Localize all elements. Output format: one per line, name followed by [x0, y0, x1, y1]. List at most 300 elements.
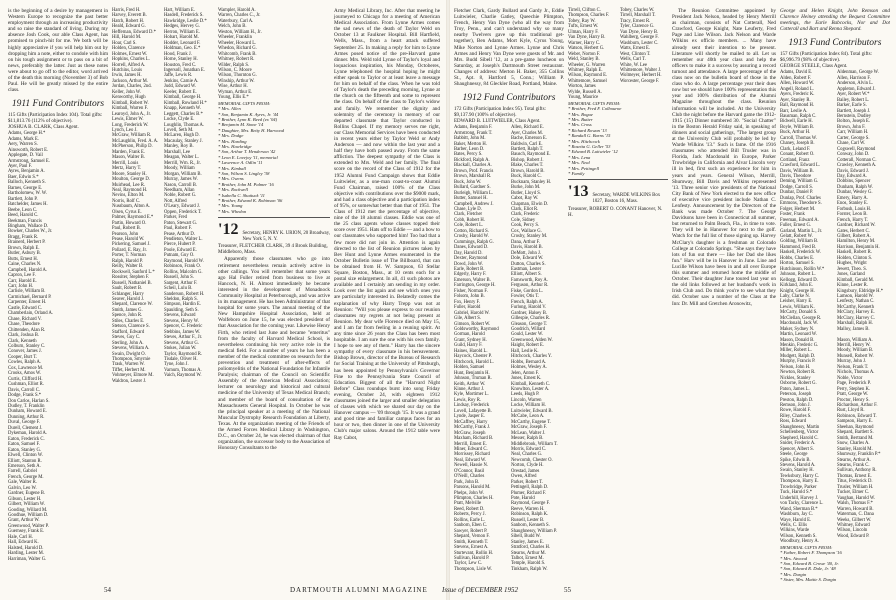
list-item: O'Leary, Edward J. [164, 204, 200, 210]
list-item: Murray, James W. [164, 177, 198, 183]
list-item: Tiffet, Herbert M. [112, 367, 146, 373]
list-item: Osborne, Robert G. [780, 381, 817, 387]
list-item: Elliott, Stanton R. [8, 458, 42, 464]
list-item: Nussbaum, Alton A. [112, 204, 151, 210]
list-item: * Daughter, Mrs. Betty H. Harwood [218, 127, 285, 133]
list-item: Bowker, Charles W., Jr. [8, 229, 53, 235]
memorial-heading: MEMORIAL GIFTS FROM: [780, 544, 833, 550]
list-item: Bingham, Wallace D. [8, 224, 49, 230]
list-item: Pickering, Samuel J. [112, 242, 151, 248]
list-item: Chaney, Joseph B. [780, 141, 815, 147]
list-item: Parsons, Harold M. [454, 485, 491, 491]
list-item: Phelps, John W. [454, 490, 484, 496]
list-item: Raymond, Harold W. [164, 258, 204, 264]
list-item: McClary, Harvey C. [837, 315, 875, 321]
list-item: Schellenberg, Victor [780, 430, 819, 436]
list-item: Hughes, Wright [837, 261, 867, 267]
list-item: Gile, Albert S. [454, 316, 482, 322]
list-item: Morrissey, Richard [454, 452, 490, 458]
list-item: Muirhead, Lee R. [112, 182, 146, 188]
list-item: Lynch, Leo J. [112, 127, 138, 133]
list-item: * Brother, Fred F. Colbourne [568, 106, 622, 112]
list-item: Locke, Clyde E. [164, 117, 195, 123]
list-item: Rollins, Earle L. [454, 517, 485, 523]
list-item: Mason, Walter B. [112, 155, 145, 161]
list-item: Lewis, Roy R. [454, 397, 482, 403]
list-item: Young, Maurice [568, 95, 599, 101]
list-item: Freeman, Edward A. [780, 217, 819, 223]
list-item: Whittemore, Samuel [568, 78, 607, 84]
list-item: Pettingell, Ralph D. [511, 485, 549, 491]
list-item: Cook, Percy S. [511, 223, 540, 229]
list-item: Cotton, Richard S. [454, 228, 489, 234]
list-item: * Mrs. Butter [568, 116, 593, 122]
list-item: Morgan, William B. [164, 171, 202, 177]
list-item: Beed, Harold C. [8, 213, 39, 219]
list-item: Barr, Leslie A. [780, 108, 808, 114]
list-item: Robinson, Ralph K. [511, 512, 549, 518]
list-item: McLaren, Hugh D. [164, 133, 200, 139]
list-item: Farnsworth, Roy A. [511, 277, 548, 283]
list-item: Gooding, Willard M. [8, 507, 48, 513]
list-item: Pote, Harold [511, 496, 535, 502]
list-item: Gardner, Richard W. [837, 223, 876, 229]
list-item: Hall, Edward K. [8, 540, 39, 546]
list-item: Emmons, Theodore S. [780, 201, 822, 207]
list-item: Jewett, Theo. S. [837, 266, 867, 272]
list-item: Moody, William [164, 166, 195, 172]
list-item: Hasdell, Frederick S. [164, 13, 204, 19]
list-item: Dole, Edward W. [511, 256, 544, 262]
list-item: Harvey, Everett B. [112, 13, 147, 19]
list-item: Barber, Leon D. [454, 147, 485, 153]
list-item: Holden, Clinton S. [837, 255, 873, 261]
list-item: Partin, Howard O. [112, 220, 147, 226]
list-item: Boyle, William B. [780, 124, 815, 130]
list-item: Aldenman, George W. [837, 70, 879, 76]
list-item: Dunning, Arthur R. [8, 414, 45, 420]
list-item: Rowe, Harold F. [780, 408, 811, 414]
list-item: Moulton, George D. [112, 177, 150, 183]
list-item: Thompson, Smyrnie [112, 357, 151, 362]
list-item: Wilson, Thornton G. [218, 73, 257, 79]
list-item: Leisher, Harry E. [780, 299, 813, 305]
list-item: Bishop, Robert J. [511, 157, 544, 163]
list-item: Wand, Sherman B.* [780, 506, 818, 512]
list-item: Hobbs, Bernard A. [511, 359, 547, 365]
list-item: Dunham, Howard E. [8, 409, 47, 415]
list-item: Nickles, Stanley [780, 375, 811, 381]
list-item: Alden, Robert F. [780, 75, 812, 81]
list-item: Trowbridge, Parker [780, 484, 817, 490]
class-notes-12-part2: Army Medical Library, Inc. After that meeting he journeyed to Chicago for a meeting of American Medical Association. From Lynne Armes comes the sad news of the death of Taylor Weld on October 13 at Faulkner Hospital. Bill Hartfield, Wells, Mass., from a heart attack suffered September 25. In making a reply for him to Lynne Armes posed notice of the pre-Harvard game dinner. Mrs. Weld told Lynne of Taylor's loyal and loquacious inspiration, his Monday, Octoberes, Lynne telephoned the hospital hoping he might either speak to Taylor or at least leave a message for him on behalf of the class. When he was told of Taylor's death the preceding morning, Lynne at the church on the fifteenth and some to represent the class. On behalf of the class to Taylor's widow and family. We remember the dignity and solemnity of the ceremony in memory of our departed classmate that Taylor conducted in Rollins Chapel. If my memory serves me right, our Class Memorial Services have been conducted in recent years either by Taylor Weld or Andy Anderson — and now within the last year and a half they have both passed away. From the same affliction. The deepest sympathy of the Class is extended to Mrs. Weld and her family. The final score on the record of the Class of 1912 for the 1952 Alumni Fund Campaign shows that Eddie Luitwieler, as a one-man coast-to-coast Alumni Fund Chairman, raised 100% of the Class objective with contributions over the $9000 mark, and had a class objective and a participation index of 95%, or somewhat better than that of 1951. The Class of 1912 met the percentage of objective, nine of the 18 alumni classes. Eddie was one of the 25 class agents whose classes topped their score over 1951. Hats off to Eddie — and a bow to our classmates who supported him! Too bad that a few more did not join in. Attention is again directed to the list of Reunion pictures taken by Bev Hunt and Lynne Armes enumerated in the October Bulletin issue of The Billboard, that can be obtained from H. W. Sampson, 63 Stellar Square, Boston, Mass., at 10 cents each for a postal size enlargement. In all, 41 such photos are available and I certainly am sending in my order. Look over the list again and see which ones you are particularly interested in. Belatedly comes the explanation of why Harry Trepp was not at Reunion: "Will you please express to our reunion classmates my regrets at not being present at Reunion. My dear wife Florence died on May 15, and I am far from feeling in a reuning spirit. At any time since 26 years the Class has been most hospitable. I am sure the one with his own family. I hope to see any of them." Harry has the sincere sympathy of every classmate in his bereavement. Bishop Brown, director of the Bureau of Research for Social Training at the University of Pittsburgh, has been appointed by Pennsylvania's Governor Fine to the Pennsylvania State Council of Education. Biggest of all the "Harvard Night Before" Class roundups burst into song Friday evening, October 24, with eighteen 1912 classmates joined the larger and smaller delegation of classes with which we shared our day on the Hanover campus — '09 through '15. It was a grand and good time and familiar campus faces for an hour or two, then dinner in one of the University Club's major salons. Around the 1912 table were Ray Cabot, [334, 8, 440, 441]
list-item: Forbush, Louis H. [837, 206, 872, 212]
list-item: Kirkland, John E. [780, 283, 814, 289]
list-item: Danes, Edward D. [454, 245, 489, 251]
list-item: Tobey, Ray W. [568, 18, 596, 24]
list-item: Talbot, Ernest M. [511, 556, 544, 562]
list-item: Lincoln, Warren [511, 397, 542, 403]
list-item: Tyler, Clarence G. [620, 24, 655, 30]
list-item: Worton, James [568, 84, 596, 90]
list-item: Gabriel, Harold W. [454, 310, 490, 316]
list-item: Ainsworth, Robert E. [8, 147, 49, 153]
list-item: Day, Edward A. [837, 173, 867, 179]
list-item: O'Neill, Charles [454, 474, 485, 480]
list-item: Aery, Warren S. [8, 142, 38, 148]
list-item: Allen, Richard E. [511, 125, 544, 131]
list-item: Whitney, Edward [837, 522, 870, 528]
list-item: Macaulay, Stanley J. [164, 138, 203, 144]
list-item: Shaughnessy, Martin [780, 424, 820, 430]
list-item: Plumer, Richard F. [511, 490, 547, 496]
class-agent-1911: JOSHUA B. CLARK, Class Agent. [8, 125, 79, 131]
list-item: Bragg, Frank R. [8, 234, 39, 240]
list-item: Steves, Arthur F., Jr. [164, 335, 203, 341]
list-item: Haycock, Chester P. [454, 354, 492, 360]
list-item: Shaughnessy, William P. [511, 528, 558, 534]
list-item: Sanborn, Eben C. [454, 523, 488, 529]
list-item: Holmes, Wesley A. [511, 365, 547, 371]
list-item: Hale, Carl H. [8, 534, 33, 540]
list-item: Mertz, Harry T. [112, 166, 142, 172]
list-item: * Brother, Edward K. Robinson '06 [218, 198, 283, 204]
list-item: Wyman, Arthur E. [218, 89, 253, 95]
list-item: Heald, Edward G. [112, 24, 146, 30]
list-item: Sanderson, Robert H. [164, 291, 205, 297]
list-item: Clark, Fletcher [454, 212, 483, 218]
list-item: Elliott, Albert S. [511, 272, 542, 278]
list-item: Pease, Harold W. [112, 237, 145, 243]
list-item: Plimpton, Charles H. [454, 496, 494, 502]
list-item: Campbell, Harold A. [8, 267, 48, 273]
list-item: * Rosetta G. Geller '53 [568, 143, 611, 149]
class-notes-13: The Reunion Committee appointed by President Jack Nelson, headed by Henry Merrill as chairman, consists of Nat Cotterall, Ned Crawford, George Knight, Nate Leuferty, Fred Page and Line Wilson. Jack Nelson and Warde Wilkins ex officio members. ... Many have already sent their intention to be present. Literature will shortly be mailed to all. Let us remember our 40th year class and help the officers to make it a success by assuring a record turnout and attendance. A large percentage of the class now on the bulletin board of those in the class who do. A large percentage year their dues now but we should have 100% representation this year and 100% distribution of the Alumni Magazine throughout the class. Reunion information will be included. At the University Club the night before the Harvard game the 1912-1915 (15) Dinner numbered 30. "Social Chatter" in the Boston Herald Friday said, in speaking of dinners and social gatherings, "The largest group at the University Club will probably be led by Warde Wilkins '13." Such is fame. Of the 1916 classmates who attended Bill Trusler was in Florida, Jack Macdonald in Europe, Parker Trowbridge in California and Alvar Lincoln very ill in bed, first such an experience for him in years and years. General Wilson, Merrill, Shumway, Bill Davis and Wilkins represented '13. Three senior vice presidents of the National City Bank of New York elected to the new office of executive vice president include Nathan C. Lenfesty. Announcement by the Directors of the Bank was made October 7. The George Davidsons have been in Connecticut all summer, but returned to Palm Beach, Fla., in time to vote. They will be in Hanover for next to the golf. Watch for the full list of those signing up. Harvey McClary's daughter is a freshman at Colorado College at Colorado Springs. "She says they have lots of fun out there — like her Dad she likes fun." Harv will be in Hanover in June. Line and Lucille Wilson have been in and all over Europe this summer and returned home the middle of October. Their daughter June toured last year on the old links followed at her husband's work in Irish Club and. Do think you're to see what they did. October saw a number of the Class at the Inn: Dr. Mill and Gretchen Aronowitz, [672, 8, 776, 307]
list-item: Stratford, Charles H. [511, 545, 551, 551]
secretary-13: Secretary, WARDE WILKINS Box 1027, Boston 16, Mass. [592, 193, 661, 204]
list-item: Hobbs, Charles E. [780, 255, 815, 261]
list-item: Emerson, Walter B. [454, 277, 491, 283]
list-item: Ayer, Stanley R. [780, 97, 811, 103]
list-item: Hood, Frank J. [164, 51, 192, 57]
list-item: Dykeman, Harold A. [8, 431, 48, 437]
list-item: Stearns, Frank C. [837, 463, 870, 468]
list-item: Ferguson, Arthur R. [511, 283, 549, 289]
list-item: Weston, William H., Jr. [218, 29, 262, 35]
list-item: Page, Frederick P. [837, 381, 871, 387]
list-item: Stevens, Edward [164, 313, 196, 319]
list-item: Greenwood, Alden W. [511, 337, 553, 343]
list-item: Furlong, Harold V. [511, 305, 547, 311]
list-item: Wylde, Russell A. [568, 89, 602, 95]
list-item: McCarty, Donald S. [780, 310, 818, 316]
list-item: Bidwell, Earle H. [780, 119, 813, 125]
list-item: McLean, Walter J. [511, 430, 546, 436]
list-item: Stetson, Clarence S. [112, 324, 150, 330]
list-item: * Lawrence A. Odlin '11 [218, 160, 263, 166]
list-item: Maker, Sydney N. [780, 326, 815, 332]
list-item: Marshall, Lee [164, 149, 191, 155]
class-heading-12 [218, 222, 330, 242]
list-item: Pease, Arthur D. [164, 231, 195, 237]
list-item: Wise, Arthur H. [218, 84, 248, 90]
list-item: Caine, Charles N. [8, 262, 42, 268]
names-list-1912-c [568, 8, 668, 84]
list-item: Adams, Mark E. [8, 136, 39, 142]
list-item: Stearns, Arthur A. [837, 457, 871, 463]
list-item: Neal, Edward W. [454, 457, 487, 463]
list-item: Wampler, Harold A. [218, 8, 256, 13]
list-item: Judd, Edward W. [164, 84, 197, 90]
list-item: Stiles, Charles E. [112, 318, 145, 324]
list-item: Clark, Eliot R. [511, 207, 539, 213]
list-item: Chittenden, Alan R. [8, 327, 46, 333]
list-item: Cobb, Robert H. [454, 217, 485, 223]
list-item: Sargent, Arthur F. [164, 280, 198, 286]
list-item: * Mrs. Rockwell [218, 187, 248, 193]
list-item: Allen, Howard W. [780, 81, 815, 87]
list-item: Kellogg, Edward D. [780, 277, 818, 283]
list-item: * Mrs. Kimball [218, 165, 246, 171]
list-item: Fowler, Otis T. [511, 294, 540, 300]
list-item: Pierce, Hubert P. [164, 242, 196, 248]
list-item: French, Ralph A. [511, 299, 544, 305]
list-item: Bickford, Ralph A. [454, 157, 490, 163]
list-item: Dudley, T. Franklin [8, 403, 45, 409]
list-item: Wilson, Kenneth S. [780, 533, 817, 539]
list-item: Folger, Herbert M. [780, 206, 816, 212]
list-item: Noble, Victor [837, 375, 863, 381]
list-item: * Family [568, 170, 585, 176]
list-item: Dodge, Frank S.* [8, 393, 42, 399]
names-list-1912-a [454, 125, 564, 354]
class-heading-13 [568, 184, 668, 204]
names-list-1911-a [8, 131, 108, 562]
list-item: Taylor, Lew C. [454, 561, 483, 567]
list-item: Barnes, George E. [8, 185, 43, 191]
list-item: Ayres, Benjamin A. [8, 169, 45, 175]
list-item: Baldwin, Carl E. [511, 141, 543, 147]
left-column-4 [334, 8, 440, 568]
list-item: Spencer, Albert S. [780, 446, 814, 452]
list-item: Chase, Carl W. [837, 141, 866, 147]
list-item: Weld, Stanley B. [568, 57, 600, 63]
list-item: Winship, Arthur W. [218, 78, 255, 84]
list-item: Keeler, Robert E. [164, 89, 197, 95]
list-item: Fisher, Norman F. [454, 288, 488, 294]
list-item: Murphy, Francis P. [780, 359, 816, 365]
list-item: McCabe, Leon A. [511, 414, 545, 420]
list-item: Haines, Harold L. [454, 348, 488, 354]
list-item: Bartlett, John P. [8, 196, 38, 202]
list-item: Kinne, Lester R. [837, 283, 868, 289]
list-item: * Mrs. Allen [218, 106, 241, 112]
list-item: Morris, Edward C. [511, 446, 547, 452]
list-item: Kimball, Gerald M. [837, 277, 874, 283]
list-item: Hall, Leslie K. [511, 348, 539, 354]
list-item: Eaton, Stanley G. [8, 447, 42, 453]
list-item: Nason, Carroll B. [164, 182, 198, 188]
list-item: Murray, John J. [837, 359, 867, 365]
list-item: Appleton, Edward J. [837, 86, 876, 92]
list-item: Rockwell, Sanford L.* [112, 269, 155, 275]
treasurer-13: Treasurer, ROBERT O. CONANT Hanover, N. H. [568, 206, 663, 218]
list-item: Johnson, Truman R. [454, 376, 492, 382]
list-item: Hamilton, Henry M. [837, 239, 876, 245]
list-item: French, Harry T. [837, 217, 869, 223]
list-item: Greenwood, Walter P. [8, 523, 49, 529]
list-item: Carr, John H. [8, 284, 34, 289]
list-item: Horne, Stanley H. [164, 57, 198, 63]
list-item: Reilly, Walter B. [112, 264, 144, 270]
list-item: Robinson, Frank O. [164, 264, 201, 270]
list-item: Harrison, Benjamin H. [837, 244, 880, 250]
list-item: Goodrich, Willard [511, 326, 546, 332]
right-column-1 [454, 8, 564, 572]
list-item: Needham, Allan [164, 187, 195, 193]
list-item: Carr, William H. [837, 130, 869, 136]
list-item: Merrill, Louis [112, 160, 139, 166]
list-item: * Mrs. Durgin [780, 571, 807, 577]
list-item: Wood, Edward P. [837, 533, 870, 539]
list-item: Roberts, Percy J. [454, 512, 486, 518]
list-item: * Sister, Mrs. Mattie S. Durgin [780, 577, 837, 583]
list-item: Stafford, Edward [112, 329, 145, 335]
list-item: Holdman, Geo. E.* [164, 46, 201, 52]
list-item: Anderson, Alvin L. [837, 81, 874, 87]
list-item: Tirrell, Marshall T. [620, 13, 656, 19]
list-item: Elwell, Clinton W. [8, 453, 43, 459]
list-item: Mason, Donald B. [780, 337, 815, 343]
list-item: Ayer, Robert W.* [837, 92, 870, 98]
list-item: Sturtevant, Rollin H. [454, 550, 494, 556]
list-item: Ayer, Paul F. [8, 164, 33, 170]
list-item: Hodder, Leonard F. [164, 40, 201, 46]
list-item: Dunham, Ralph W. [837, 184, 873, 190]
list-item: Bausman, Ralph C. [780, 114, 817, 119]
list-item: Heffernan, Edward D.* [112, 29, 156, 35]
list-item: Conover, James J. [8, 349, 42, 355]
list-item: Nelson, John H. [780, 364, 811, 370]
list-item: Eastman, Lester [511, 267, 542, 272]
fund-stats-1913: 157 Gifts (Participation Index 84). Total gifts: $6,996.79 (98% of objective). [780, 52, 872, 64]
list-item: Whitney, Robert R. [218, 57, 255, 63]
list-item: Waldron, Lester J. [112, 378, 147, 384]
class-notes-12-part1: Apparently those classmates who go into retirement nevertheless remain actively active in other callings. You will remember that some years ago Hal Fuller retired from business to live at Hancock, N. H. Almost immediately he became interested in the development of Monadnock Community Hospital at Peterborough, and was active in its management. He has been Administrator of that hospital for some years. The annual meeting of the New Hampshire Hospital Association, held at Wolfeboro on June 15, he was elected president of that Association for the coming year. Likewise Henry Firth, who retired last June and became "emeritus" from the faculty of Harvard Medical School, is nevertheless continuing his very active role in the medical field. For a number of years he has been a member of the medical committee on research for the prevention and treatment of after-effects of poliomyelitis of the National Foundation for Infantile Paralysis; chairman of the Council on Scientific Assembly of the American Medical Association; lecturer on neurology and historical and cultural medicine of the University of Texas Medical Branch; and member of the board of consultation of the Massachusetts General Hospital. In October he was the principal speaker at a meeting of the National Muscular Dystrophy Research Foundation at Liberty, Texas. At the organization meeting of the Friends of the Armed Forces Medical Library in Washington, D.C., on October 24, he was elected chairman of that organization, the successor body to the Association of Honorary Consultants to the [218, 256, 330, 452]
list-item: Neal, Raymond H. [112, 187, 148, 193]
list-item: Dunlap, Prof. Charles [780, 195, 821, 201]
list-item: Merrill, Wm. R., Jr. [164, 160, 201, 166]
list-item: * Mrs. Hitchcock [568, 138, 600, 144]
list-item: Weeks, Gilbert W. [837, 517, 872, 523]
list-item: Chamberlain, Orland A. [8, 311, 54, 317]
list-item: Parker, Fred [164, 215, 187, 221]
list-item: Jaffe, Lewis R. [164, 73, 193, 79]
list-item: Rossiter, Stephen F. [112, 275, 150, 281]
list-item: * Mrs. Bogue [568, 111, 593, 117]
list-item: * Edward B. Luitwieler '12 [568, 149, 618, 155]
list-item: Steves, Guy C. [112, 335, 141, 341]
names-list-1911-d [218, 8, 330, 101]
list-item: Trusler, William H. [837, 484, 874, 490]
list-item: Enos, Stanley E. [837, 201, 868, 207]
list-item: Foster, Frank [780, 212, 805, 218]
list-item: * Richard Rowan '13 [568, 127, 607, 133]
list-item: Hatch, Robert H. [112, 18, 145, 24]
list-item: McCarthy, Frank J. [454, 425, 491, 431]
list-item: Lovell, Seth M. [164, 127, 194, 133]
list-item: Gardner, Eugene B. [8, 491, 46, 497]
memorial-heading: MEMORIAL GIFTS FROM: [568, 100, 621, 106]
list-item: Carpenter, Ernest H. [8, 300, 47, 306]
list-item: Bucknam, Stanley H. [511, 179, 552, 185]
list-item: Sheldon, Ralph S. [164, 297, 198, 303]
list-item: Hitchcock, Harold L. [454, 359, 494, 365]
list-item: Gibson, Lester H. [8, 496, 42, 502]
list-item: Stearns, Arthur M. [511, 550, 546, 556]
list-item: Rust, Lloyd R. [837, 408, 865, 414]
list-item: Sanborn, Kenneth S. [511, 523, 550, 529]
list-item: Dutton, Charles S. [511, 261, 546, 267]
list-item: Noble, Robert G. [164, 193, 197, 199]
list-item: * Brother, John M. Palmer '16 [218, 181, 274, 187]
list-item: Brainerd, Herbert P. [8, 240, 46, 246]
list-item: Farrell, Gabriel [8, 469, 37, 475]
left-column-2 [112, 8, 212, 568]
list-item: McCarthy, Kenneth [837, 304, 874, 310]
list-item: Locke, William H. [511, 403, 546, 409]
list-item: Stebbins, James W. [164, 329, 201, 335]
names-list-1913-a [780, 70, 890, 337]
list-item: Trask, Warren W. [112, 362, 145, 368]
list-item: Buck, John W. [454, 179, 482, 185]
list-item: Day, Harold D. [454, 250, 483, 256]
list-item: Stevens, Harold A. [780, 463, 816, 468]
list-item: Jelen, Anton F. [511, 370, 540, 376]
list-item: Allen, Harrison F. [837, 75, 871, 81]
list-item: Paton, Stewart G. [164, 220, 198, 226]
list-item: * Isabella C. Shattuck '11 [218, 192, 265, 198]
list-item: Vaughan, Harold W. [837, 495, 876, 501]
list-item: Goodhue, William D. [8, 513, 49, 519]
list-item: Gilbert, Robert A. [837, 233, 871, 239]
list-item: Bartlett, Joseph J. [837, 108, 871, 114]
list-item: Armstrong, Samuel E. [8, 158, 50, 164]
list-item: Merrill, Ernest E. [454, 441, 487, 447]
list-item: Keith, Arthur W. [454, 381, 486, 387]
list-item: Don Carlos, Harlan S. [8, 398, 50, 404]
list-item: Horrell, Alfred A. [112, 62, 146, 68]
list-item: Kinne, Arthur J. [454, 386, 485, 392]
list-item: Brown, Harold B. [511, 168, 545, 174]
list-item: Rollins, Malcolm G. [164, 269, 203, 275]
list-item: Gardner, Halsey B. [511, 310, 547, 316]
list-item: Tufts, Ernest W. [568, 24, 599, 30]
list-item: * Mrs. Young [218, 203, 243, 209]
list-item: Ingersoll, Jonathan E. [164, 67, 205, 73]
list-item: Thompson, Harry E. [780, 479, 819, 485]
list-item: Tracy, Ernest R. [620, 18, 651, 24]
list-item: Whitney, Ralph E. [568, 67, 603, 73]
list-item: Emery, Harry A. [837, 195, 868, 201]
names-list-1912-d [568, 84, 668, 100]
list-item: McGraw, Joseph F. [511, 425, 548, 431]
list-item: Gleason, George T. [511, 321, 548, 327]
list-item: Loughlin, Thomas A. [164, 122, 205, 128]
list-item: Whitcomb, Frank B. [218, 51, 257, 57]
list-item: Leeds, Hugh P. [511, 392, 540, 398]
list-item: * Son, Wilson S. Lingley '38 [218, 170, 270, 176]
